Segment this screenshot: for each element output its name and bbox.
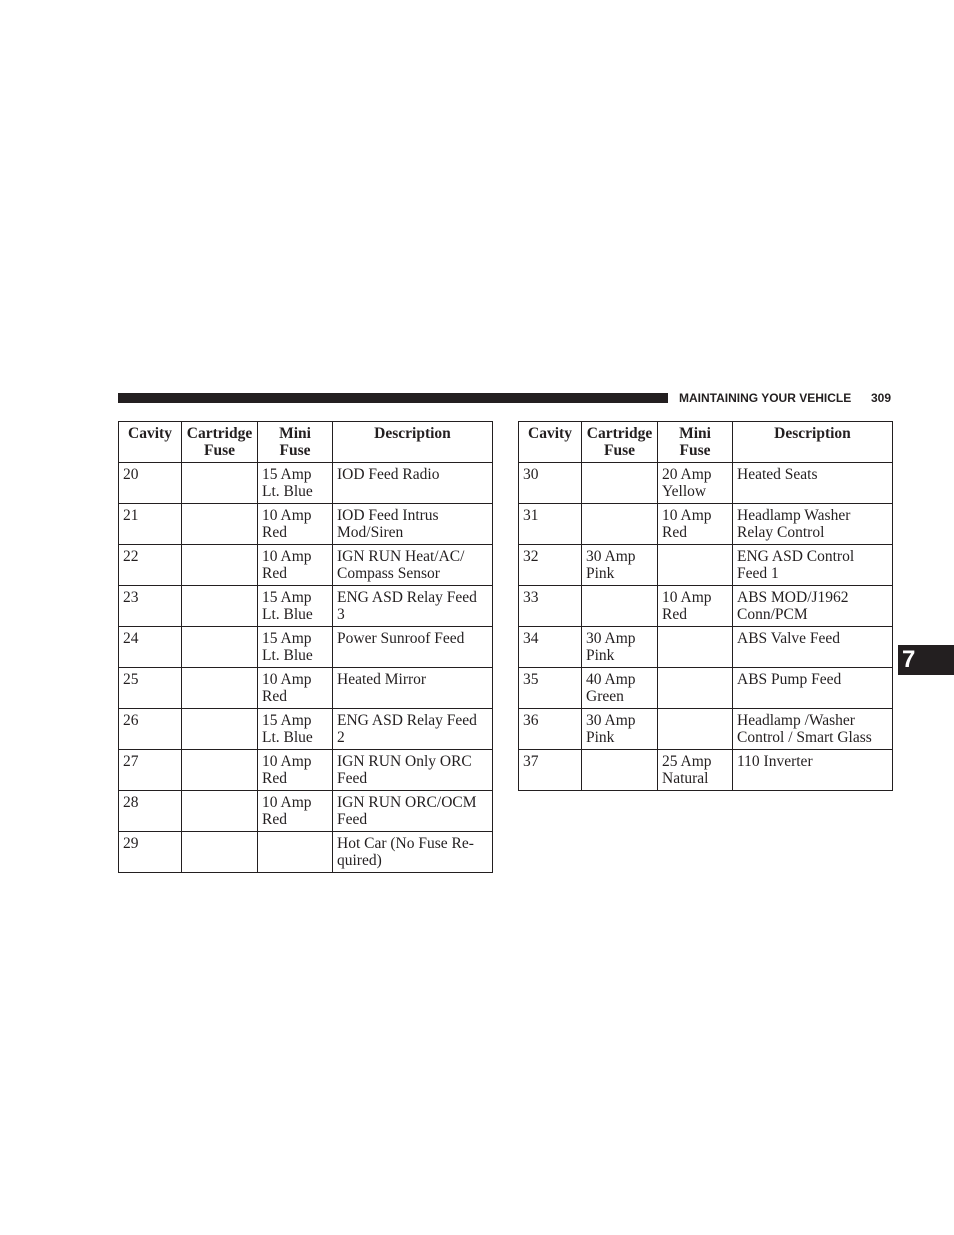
cell-mini-fuse (658, 750, 733, 791)
running-header (679, 390, 891, 406)
cell-cartridge-fuse (582, 668, 658, 709)
cell-mini-fuse (658, 668, 733, 709)
cell-mini-fuse (258, 627, 333, 668)
cell-text: 40 Amp (586, 671, 636, 688)
cell-text: 24 (123, 630, 139, 647)
cell-text: Headlamp Washer (737, 507, 851, 524)
fuse-table-right-body (519, 463, 893, 791)
cell-cavity (119, 668, 182, 709)
cell-description (333, 504, 493, 545)
cell-description (333, 463, 493, 504)
cell-text: Conn/PCM (737, 606, 808, 623)
cell-text: 15 Amp (262, 630, 312, 647)
cell-cavity (519, 750, 582, 791)
cell-mini-fuse (658, 627, 733, 668)
cell-text: Pink (586, 565, 615, 582)
cell-text: Natural (662, 770, 709, 787)
cell-text: Red (662, 524, 687, 541)
cell-text: 33 (523, 589, 539, 606)
cell-cavity (519, 709, 582, 750)
cell-text: Mod/Siren (337, 524, 404, 541)
cell-mini-fuse (258, 709, 333, 750)
cell-text: 27 (123, 753, 139, 770)
cell-mini-fuse (258, 668, 333, 709)
fuse-table-left (118, 421, 493, 873)
table-row (119, 627, 493, 668)
cell-text: 10 Amp (662, 589, 712, 606)
cell-mini-fuse (258, 504, 333, 545)
cell-text: Feed (337, 770, 368, 787)
cell-text: Lt. Blue (262, 647, 313, 664)
column-header-cavity (119, 422, 182, 463)
cell-text: Green (586, 688, 624, 705)
cell-text: Red (662, 606, 687, 623)
cell-cavity (119, 709, 182, 750)
cell-text: 110 Inverter (737, 753, 813, 770)
cell-text: ABS Pump Feed (737, 671, 842, 688)
cell-text: 15 Amp (262, 589, 312, 606)
cell-text: 10 Amp (262, 671, 312, 688)
cell-text: Lt. Blue (262, 729, 313, 746)
cell-text: Pink (586, 729, 615, 746)
cell-text: Pink (586, 647, 615, 664)
cell-mini-fuse (258, 463, 333, 504)
cell-text: quired) (337, 852, 382, 869)
header-line: Description (374, 425, 451, 442)
cell-description (733, 586, 893, 627)
cell-description (733, 463, 893, 504)
cell-text: 10 Amp (262, 548, 312, 565)
cell-text: 25 Amp (662, 753, 712, 770)
cell-text: 20 Amp (662, 466, 712, 483)
cell-cartridge-fuse (182, 504, 258, 545)
cell-text: 37 (523, 753, 539, 770)
cell-cavity (519, 668, 582, 709)
cell-description (333, 627, 493, 668)
cell-text: Relay Control (737, 524, 825, 541)
cell-text: Feed (337, 811, 368, 828)
cell-text: 34 (523, 630, 539, 647)
cell-cartridge-fuse (182, 545, 258, 586)
table-row (519, 627, 893, 668)
cell-text: Heated Seats (737, 466, 818, 483)
cell-text: 20 (123, 466, 139, 483)
cell-text: ENG ASD Relay Feed (337, 589, 477, 606)
column-header-cavity (519, 422, 582, 463)
column-header-mini-fuse (258, 422, 333, 463)
cell-description (333, 791, 493, 832)
header-line: Cavity (128, 425, 172, 442)
cell-mini-fuse (258, 832, 333, 873)
cell-cavity (119, 791, 182, 832)
header-line: Cartridge (586, 425, 653, 442)
cell-cavity (519, 586, 582, 627)
cell-description (333, 545, 493, 586)
cell-cartridge-fuse (182, 627, 258, 668)
cell-text: IOD Feed Intrus (337, 507, 439, 524)
header-line: Fuse (679, 442, 711, 459)
cell-text: Yellow (662, 483, 707, 500)
header-line: Fuse (204, 442, 235, 459)
fuse-table-right (518, 421, 893, 791)
column-header-cartridge-fuse (582, 422, 658, 463)
cell-cartridge-fuse (182, 463, 258, 504)
cell-text: Control / Smart Glass (737, 729, 872, 746)
cell-text: Lt. Blue (262, 483, 313, 500)
cell-text: 10 Amp (262, 753, 312, 770)
cell-text: 21 (123, 507, 139, 524)
cell-text: Red (262, 688, 287, 705)
cell-text: 31 (523, 507, 539, 524)
cell-cavity (519, 627, 582, 668)
cell-description (733, 750, 893, 791)
table-row (119, 545, 493, 586)
cell-text: 26 (123, 712, 139, 729)
table-row (519, 504, 893, 545)
cell-cavity (119, 750, 182, 791)
cell-text: ENG ASD Control (737, 548, 855, 565)
cell-cavity (119, 463, 182, 504)
cell-text: Red (262, 770, 287, 787)
cell-description (733, 627, 893, 668)
cell-description (333, 750, 493, 791)
header-rule (118, 393, 668, 403)
cell-text: 30 (523, 466, 539, 483)
cell-text: 15 Amp (262, 712, 312, 729)
cell-cavity (519, 545, 582, 586)
cell-mini-fuse (658, 504, 733, 545)
cell-text: Heated Mirror (337, 671, 427, 688)
cell-text: Compass Sensor (337, 565, 440, 582)
cell-text: ENG ASD Relay Feed (337, 712, 477, 729)
cell-text: Hot Car (No Fuse Re- (337, 835, 474, 852)
table-row (519, 668, 893, 709)
cell-description (333, 832, 493, 873)
header-line: Fuse (279, 442, 311, 459)
cell-text: 32 (523, 548, 539, 565)
table-row (119, 586, 493, 627)
cell-text: IGN RUN Heat/AC/ (337, 548, 465, 565)
cell-text: 29 (123, 835, 139, 852)
cell-cartridge-fuse (582, 545, 658, 586)
cell-cartridge-fuse (582, 750, 658, 791)
cell-cavity (119, 586, 182, 627)
cell-text: 23 (123, 589, 139, 606)
cell-text: 30 Amp (586, 712, 636, 729)
cell-text: ABS MOD/J1962 (737, 589, 849, 606)
cell-text: 15 Amp (262, 466, 312, 483)
table-row (519, 586, 893, 627)
cell-text: IGN RUN Only ORC (337, 753, 472, 770)
cell-text: 35 (523, 671, 539, 688)
cell-description (333, 709, 493, 750)
page-number: 309 (870, 391, 891, 405)
cell-text: 30 Amp (586, 548, 636, 565)
cell-cartridge-fuse (582, 709, 658, 750)
cell-text: 3 (337, 606, 345, 623)
cell-cartridge-fuse (182, 709, 258, 750)
column-header-mini-fuse (658, 422, 733, 463)
cell-description (733, 545, 893, 586)
cell-text: 10 Amp (262, 794, 312, 811)
cell-cartridge-fuse (582, 627, 658, 668)
cell-cavity (119, 627, 182, 668)
cell-text: 22 (123, 548, 139, 565)
cell-text: IOD Feed Radio (337, 466, 440, 483)
cell-text: Red (262, 565, 287, 582)
cell-mini-fuse (658, 545, 733, 586)
table-row (119, 750, 493, 791)
cell-cartridge-fuse (582, 504, 658, 545)
header-line: Mini (279, 425, 311, 442)
cell-mini-fuse (658, 586, 733, 627)
cell-description (333, 668, 493, 709)
cell-cartridge-fuse (182, 668, 258, 709)
cell-description (733, 668, 893, 709)
cell-cartridge-fuse (182, 586, 258, 627)
column-header-cartridge-fuse (182, 422, 258, 463)
table-row (119, 463, 493, 504)
cell-mini-fuse (258, 791, 333, 832)
cell-mini-fuse (658, 463, 733, 504)
cell-text: 2 (337, 729, 345, 746)
cell-text: 36 (523, 712, 539, 729)
table-row (119, 668, 493, 709)
cell-mini-fuse (258, 545, 333, 586)
cell-mini-fuse (258, 586, 333, 627)
cell-text: Feed 1 (737, 565, 779, 582)
cell-description (333, 586, 493, 627)
cell-text: Lt. Blue (262, 606, 313, 623)
cell-cavity (519, 504, 582, 545)
cell-text: 30 Amp (586, 630, 636, 647)
table-row (519, 545, 893, 586)
column-header-description (333, 422, 493, 463)
table-row (519, 709, 893, 750)
table-row (519, 750, 893, 791)
cell-text: 10 Amp (262, 507, 312, 524)
cell-text: Power Sunroof Feed (337, 630, 465, 647)
header-line: Fuse (604, 442, 635, 459)
cell-text: Red (262, 811, 287, 828)
fuse-table-left-body (119, 463, 493, 873)
cell-text: 10 Amp (662, 507, 712, 524)
cell-cartridge-fuse (582, 463, 658, 504)
cell-text: 25 (123, 671, 139, 688)
header-line: Cavity (528, 425, 572, 442)
cell-mini-fuse (658, 709, 733, 750)
cell-text: 28 (123, 794, 139, 811)
cell-text: Headlamp /Washer (737, 712, 855, 729)
table-row (519, 463, 893, 504)
table-header-row (119, 422, 493, 463)
cell-cavity (119, 504, 182, 545)
table-row (119, 791, 493, 832)
cell-text: ABS Valve Feed (737, 630, 841, 647)
cell-description (733, 709, 893, 750)
header-line: Cartridge (186, 425, 253, 442)
cell-text: Red (262, 524, 287, 541)
section-title: MAINTAINING YOUR VEHICLE (679, 391, 852, 405)
cell-cavity (119, 832, 182, 873)
table-row (119, 709, 493, 750)
cell-cavity (119, 545, 182, 586)
header-line: Description (774, 425, 851, 442)
chapter-tab: 7 (898, 645, 954, 675)
cell-mini-fuse (258, 750, 333, 791)
column-header-description (733, 422, 893, 463)
cell-cartridge-fuse (182, 750, 258, 791)
cell-cartridge-fuse (182, 791, 258, 832)
cell-text: IGN RUN ORC/OCM (337, 794, 477, 811)
table-header-row (519, 422, 893, 463)
cell-cartridge-fuse (182, 832, 258, 873)
table-row (119, 832, 493, 873)
header-line: Mini (679, 425, 711, 442)
table-row (119, 504, 493, 545)
cell-cavity (519, 463, 582, 504)
cell-description (733, 504, 893, 545)
cell-cartridge-fuse (582, 586, 658, 627)
